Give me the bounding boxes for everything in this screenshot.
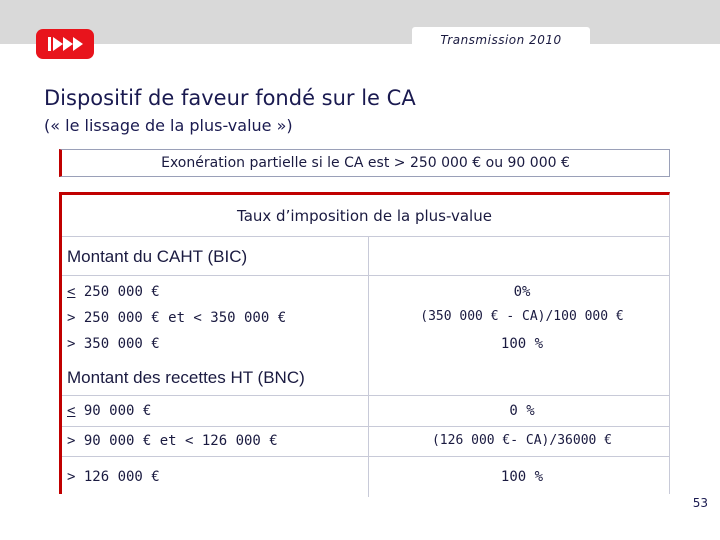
table-row-rate: (126 000 €- CA)/36000 €: [431, 433, 612, 448]
table-row-rate: 100 %: [500, 336, 544, 352]
tax-rate-table: [59, 192, 670, 494]
table-row-amount: > 90 000 € et < 126 000 €: [67, 433, 278, 449]
table-header: Taux d’imposition de la plus-value: [237, 207, 492, 225]
table-row-amount: < 90 000 €: [67, 403, 152, 419]
table-row-amount: > 350 000 €: [67, 336, 160, 352]
table-row-amount: > 126 000 €: [67, 469, 160, 485]
table-row-amount: > 250 000 € et < 350 000 €: [67, 310, 287, 326]
page-title: Dispositif de faveur fondé sur le CA: [44, 86, 416, 110]
table-row-rate: 0 %: [509, 403, 535, 419]
page-number: 53: [692, 496, 708, 510]
table-row-amount: < 250 000 €: [67, 284, 160, 300]
fast-forward-logo-icon: [36, 29, 94, 59]
top-bar: [0, 0, 720, 44]
table-row-rate: 100 %: [500, 469, 544, 485]
section-label-bnc: Montant des recettes HT (BNC): [67, 368, 305, 387]
header-tab: Transmission 2010: [412, 27, 590, 49]
table-row-rate: 0%: [513, 284, 531, 300]
exoneration-banner: Exonération partielle si le CA est > 250 000 € ou 90 000 €: [59, 149, 670, 177]
section-label-bic: Montant du CAHT (BIC): [67, 247, 248, 266]
page-subtitle: (« le lissage de la plus-value »): [44, 116, 293, 135]
table-row-rate: (350 000 € - CA)/100 000 €: [420, 309, 624, 324]
